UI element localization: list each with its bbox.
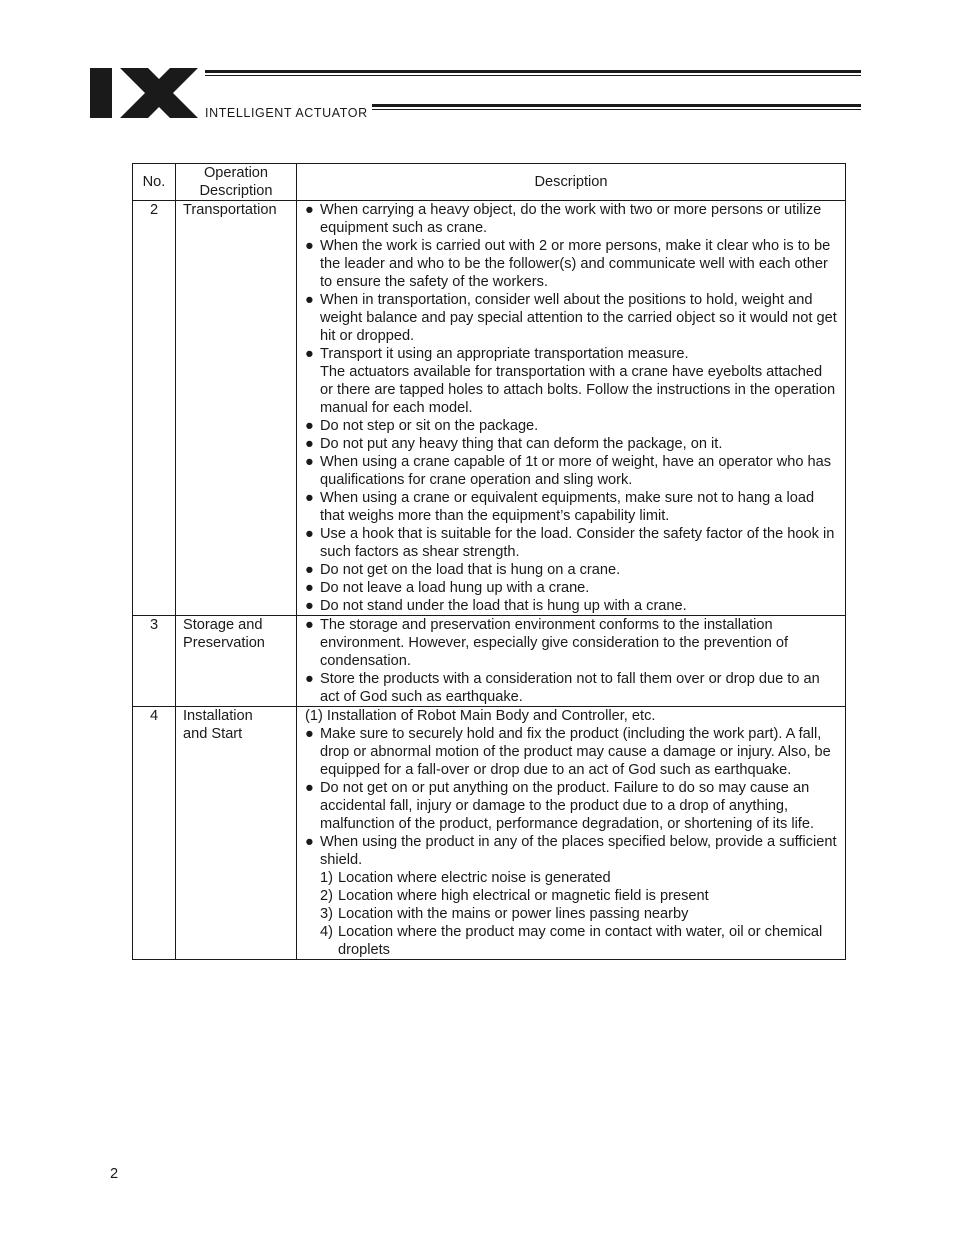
- ix-logo-icon: [90, 68, 200, 120]
- header-no: No.: [133, 164, 176, 201]
- bullet-icon: ●: [305, 418, 314, 434]
- bullet-item: [305, 779, 839, 833]
- page-header: [0, 0, 954, 130]
- row-number: 3: [133, 616, 176, 707]
- bullet-icon: ●: [305, 346, 314, 362]
- bullet-item: [305, 725, 839, 779]
- table-row: [133, 201, 846, 616]
- bullet-text: Store the products with a consideration not to fall them over or drop due to an act of God such as earthquake.: [320, 671, 820, 705]
- sub-item: [305, 869, 839, 887]
- bullet-text: Do not leave a load hung up with a crane.: [320, 580, 590, 596]
- bullet-icon: ●: [305, 238, 314, 254]
- bullet-item: [305, 561, 839, 579]
- bullet-icon: ●: [305, 617, 314, 633]
- bullet-item: [305, 291, 839, 345]
- sub-item-number: 4): [320, 924, 333, 940]
- sub-item-number: 3): [320, 906, 333, 922]
- bullet-item: [305, 525, 839, 561]
- bullet-icon: ●: [305, 834, 314, 850]
- bullet-text: Use a hook that is suitable for the load. Consider the safety factor of the hook in such factors as shear strength.: [320, 526, 835, 560]
- bullet-icon: ●: [305, 671, 314, 687]
- bullet-item: [305, 579, 839, 597]
- sub-item-text: Location with the mains or power lines passing nearby: [338, 906, 689, 922]
- safety-table: [132, 163, 846, 960]
- sub-item: [305, 905, 839, 923]
- operation-description: Installation and Start: [176, 707, 297, 960]
- bullet-text: When in transportation, consider well about the positions to hold, weight and weight balance and pay special attention to the carried object so it would not get hit or dropped.: [320, 292, 837, 344]
- bullet-item: [305, 345, 839, 363]
- operation-description: Storage and Preservation: [176, 616, 297, 707]
- sub-item: [305, 923, 839, 959]
- bullet-item: [305, 616, 839, 670]
- table-body: [133, 201, 846, 960]
- header-description: Description: [297, 164, 846, 201]
- bullet-text: Make sure to securely hold and fix the product (including the work part). A fall, drop or abnormal motion of the product may cause a damage or injury. Also, be equipped for a fall-over or drop due to an act of God such as earthquake.: [320, 726, 831, 778]
- operation-description: Transportation: [176, 201, 297, 616]
- bullet-item: [305, 670, 839, 706]
- bullet-icon: ●: [305, 526, 314, 542]
- bullet-icon: ●: [305, 436, 314, 452]
- bullet-text: Do not stand under the load that is hung up with a crane.: [320, 598, 687, 614]
- bullet-icon: ●: [305, 780, 314, 796]
- row-number: 2: [133, 201, 176, 616]
- sub-item-number: 1): [320, 870, 333, 886]
- section-heading: (1) Installation of Robot Main Body and Controller, etc.: [305, 708, 656, 724]
- bullet-text: Do not put any heavy thing that can deform the package, on it.: [320, 436, 723, 452]
- header-rule-bottom-thin: [372, 109, 861, 110]
- bullet-text: Do not get on or put anything on the product. Failure to do so may cause an accidental fall, injury or damage to the product due to a drop of anything, malfunction of the product, performance degradation, or shortening of its life.: [320, 780, 815, 832]
- bullet-icon: ●: [305, 292, 314, 308]
- bullet-item: [305, 237, 839, 291]
- continuation-text: The actuators available for transportation with a crane have eyebolts attached or there are tapped holes to attach bolts. Follow the instructions in the operation manual for each model.: [320, 364, 836, 416]
- bullet-text: When using a crane or equivalent equipments, make sure not to hang a load that weighs more than the equipment’s capability limit.: [320, 490, 815, 524]
- header-rule-top-thin: [205, 75, 861, 76]
- row-number: 4: [133, 707, 176, 960]
- bullet-icon: ●: [305, 598, 314, 614]
- bullet-icon: ●: [305, 580, 314, 596]
- bullet-item: [305, 833, 839, 869]
- description-cell: [297, 201, 846, 616]
- table-row: [133, 616, 846, 707]
- bullet-item: [305, 417, 839, 435]
- bullet-text: When carrying a heavy object, do the work with two or more persons or utilize equipment such as crane.: [320, 202, 822, 236]
- header-rule-top: [205, 70, 861, 73]
- bullet-text: When the work is carried out with 2 or more persons, make it clear who is to be the leader and who to be the follower(s) and communicate well with each other to ensure the safety of the workers.: [320, 238, 831, 290]
- bullet-item: [305, 489, 839, 525]
- bullet-icon: ●: [305, 562, 314, 578]
- header-operation: Operation Description: [176, 164, 297, 201]
- description-cell: [297, 616, 846, 707]
- bullet-icon: ●: [305, 490, 314, 506]
- bullet-text: Do not step or sit on the package.: [320, 418, 539, 434]
- bullet-text: Do not get on the load that is hung on a crane.: [320, 562, 621, 578]
- sub-item-number: 2): [320, 888, 333, 904]
- bullet-text: Transport it using an appropriate transportation measure.: [320, 346, 689, 362]
- sub-item-text: Location where high electrical or magnetic field is present: [338, 888, 709, 904]
- description-cell: [297, 707, 846, 960]
- sub-item: [305, 887, 839, 905]
- bullet-text: The storage and preservation environment conforms to the installation environment. However, especially give consideration to the prevention of condensation.: [320, 617, 789, 669]
- bullet-item: [305, 597, 839, 615]
- bullet-item: [305, 201, 839, 237]
- table-row: [133, 707, 846, 960]
- bullet-icon: ●: [305, 454, 314, 470]
- bullet-item: [305, 453, 839, 489]
- header-rule-bottom: [372, 104, 861, 107]
- sub-item-text: Location where the product may come in contact with water, oil or chemical droplets: [338, 924, 823, 958]
- bullet-icon: ●: [305, 726, 314, 742]
- table-header-row: [133, 164, 846, 201]
- bullet-icon: ●: [305, 202, 314, 218]
- bullet-item: [305, 435, 839, 453]
- bullet-text: When using a crane capable of 1t or more of weight, have an operator who has qualifications for crane operation and sling work.: [320, 454, 832, 488]
- page-number: 2: [110, 1166, 119, 1182]
- sub-item-text: Location where electric noise is generated: [338, 870, 611, 886]
- bullet-text: When using the product in any of the places specified below, provide a sufficient shield.: [320, 834, 837, 868]
- brand-name: INTELLIGENT ACTUATOR: [205, 106, 368, 120]
